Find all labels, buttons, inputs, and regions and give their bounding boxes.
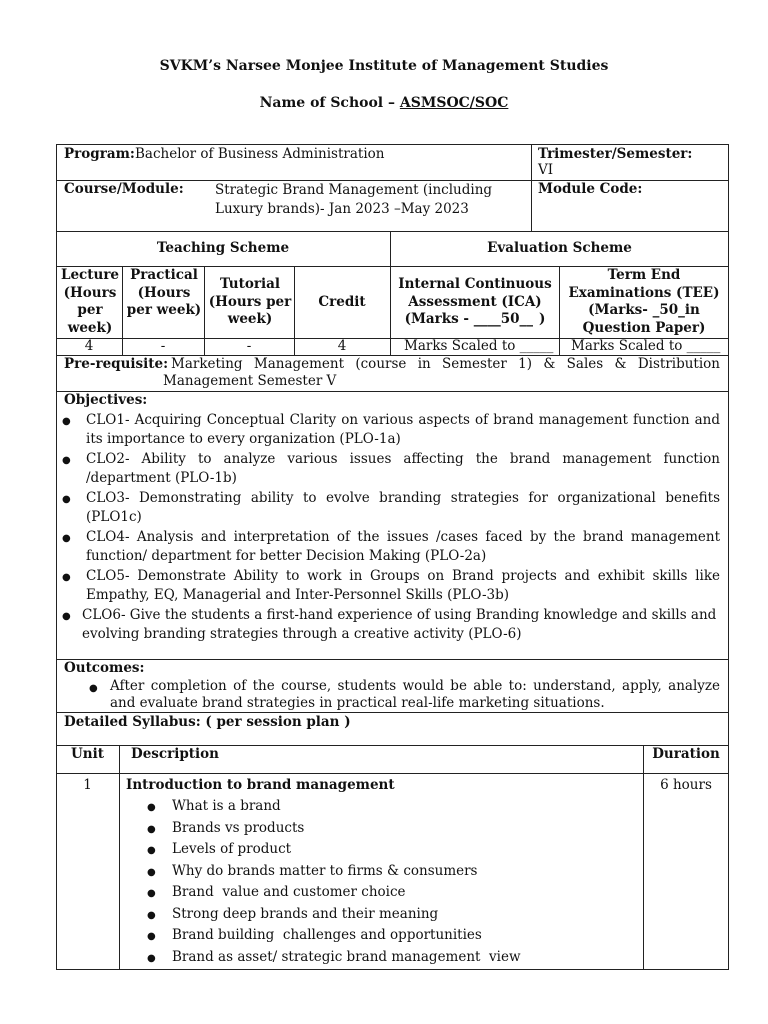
topic-item: Brand value and customer choice bbox=[172, 884, 406, 900]
credit-value: 4 bbox=[337, 338, 347, 354]
ica-value: Marks Scaled to _____ bbox=[404, 338, 554, 354]
school-name: ASMSOC/SOC bbox=[399, 95, 509, 111]
duration-column-header: Duration bbox=[652, 746, 720, 762]
bullet-icon: ● bbox=[62, 611, 71, 622]
trimester-value: VI bbox=[538, 162, 554, 178]
topic-item: Brands vs products bbox=[172, 820, 305, 836]
bullet-icon: ● bbox=[89, 683, 98, 694]
bullet-icon: ● bbox=[62, 455, 71, 466]
unit-duration: 6 hours bbox=[660, 777, 712, 793]
bullet-icon: ● bbox=[147, 867, 156, 878]
bullet-icon: ● bbox=[62, 533, 71, 544]
course-value: Strategic Brand Management (including Luxury brands)- Jan 2023 –May 2023 bbox=[215, 182, 493, 217]
objective-item: CLO1- Acquiring Conceptual Clarity on various aspects of brand management function and its importance to every organization (PLO-1a) bbox=[86, 412, 720, 447]
evaluation-scheme-title: Evaluation Scheme bbox=[487, 240, 632, 256]
objective-item: CLO2- Ability to analyze various issues affecting the brand management function /department (PLO-1b) bbox=[86, 451, 720, 486]
bullet-icon: ● bbox=[62, 494, 71, 505]
unit-title: Introduction to brand management bbox=[126, 777, 395, 793]
bullet-icon: ● bbox=[62, 572, 71, 583]
bullet-icon: ● bbox=[147, 824, 156, 835]
tee-header bbox=[562, 267, 726, 337]
tee-marks-suffix: in Question Paper) bbox=[582, 302, 706, 336]
description-column-header: Description bbox=[131, 746, 219, 762]
topic-item: Brand as asset/ strategic brand management view bbox=[172, 949, 521, 965]
bullet-icon: ● bbox=[147, 953, 156, 964]
tutorial-value: - bbox=[246, 338, 252, 354]
syllabus-title: Detailed Syllabus: ( per session plan ) bbox=[64, 714, 351, 730]
lecture-header: Lecture (Hours per week) bbox=[60, 267, 120, 336]
bullet-icon: ● bbox=[147, 910, 156, 921]
practical-header: Practical (Hours per week) bbox=[126, 267, 202, 318]
topic-item: What is a brand bbox=[172, 798, 281, 814]
unit-column-header: Unit bbox=[71, 746, 104, 762]
bullet-icon: ● bbox=[147, 802, 156, 813]
program-value: Bachelor of Business Administration bbox=[135, 146, 385, 162]
prerequisite-value: Marketing Management (course in Semester 1) & Sales & Distribution Management Semester V bbox=[163, 356, 720, 389]
objective-item: CLO4- Analysis and interpretation of the issues /cases faced by the brand management function/ department for better Decision Making (PLO-2a) bbox=[86, 529, 720, 564]
lecture-value: 4 bbox=[84, 338, 94, 354]
bullet-icon: ● bbox=[147, 888, 156, 899]
objective-item: CLO3- Demonstrating ability to evolve branding strategies for organizational benefits (PLO1c) bbox=[86, 490, 720, 525]
course-label: Course/Module: bbox=[64, 181, 184, 197]
topic-item: Brand building challenges and opportunities bbox=[172, 927, 482, 943]
credit-header: Credit bbox=[318, 294, 366, 310]
tee-marks-prefix: (Marks- bbox=[588, 302, 653, 318]
practical-value: - bbox=[160, 338, 166, 354]
ica-marks-value: ____50__ bbox=[473, 311, 534, 327]
bullet-icon: ● bbox=[147, 931, 156, 942]
outcome-item: After completion of the course, students would be able to: understand, apply, analyze and evaluate brand strategies in practical real-life marketing situations. bbox=[110, 678, 720, 711]
tutorial-header: Tutorial (Hours per week) bbox=[208, 276, 292, 327]
ica-marks-prefix: (Marks - bbox=[404, 311, 474, 327]
objective-item: CLO6- Give the students a first-hand experience of using Branding knowledge and skills and evolving branding strategies through a creative activity (PLO-6) bbox=[82, 607, 717, 642]
ica-marks-suffix: ) bbox=[539, 311, 546, 327]
school-heading bbox=[0, 95, 768, 111]
bullet-icon: ● bbox=[147, 845, 156, 856]
ica-header bbox=[394, 276, 556, 329]
objective-item: CLO5- Demonstrate Ability to work in Groups on Brand projects and exhibit skills like Empathy, EQ, Managerial and Inter-Personnel Skills (PLO-3b) bbox=[86, 568, 720, 603]
module-code-label: Module Code: bbox=[538, 181, 643, 197]
institute-title: SVKM’s Narsee Monjee Institute of Management Studies bbox=[159, 58, 609, 74]
topic-item: Why do brands matter to firms & consumers bbox=[172, 863, 478, 879]
tee-marks-value: _50_ bbox=[652, 302, 685, 318]
objectives-title: Objectives: bbox=[64, 392, 148, 408]
school-prefix: Name of School – bbox=[259, 95, 400, 111]
bullet-icon: ● bbox=[62, 416, 71, 427]
tee-title: Term End Examinations (TEE) bbox=[568, 267, 720, 301]
trimester-label: Trimester/Semester: bbox=[538, 146, 693, 162]
topic-item: Strong deep brands and their meaning bbox=[172, 906, 439, 922]
unit-number: 1 bbox=[83, 777, 92, 793]
topic-item: Levels of product bbox=[172, 841, 292, 857]
tee-value: Marks Scaled to _____ bbox=[571, 338, 721, 354]
teaching-scheme-title: Teaching Scheme bbox=[156, 240, 290, 256]
outcomes-title: Outcomes: bbox=[64, 660, 145, 676]
prerequisite-label: Pre-requisite: bbox=[64, 356, 169, 372]
program-label: Program: bbox=[64, 146, 135, 162]
ica-title: Internal Continuous Assessment (ICA) bbox=[398, 276, 552, 310]
